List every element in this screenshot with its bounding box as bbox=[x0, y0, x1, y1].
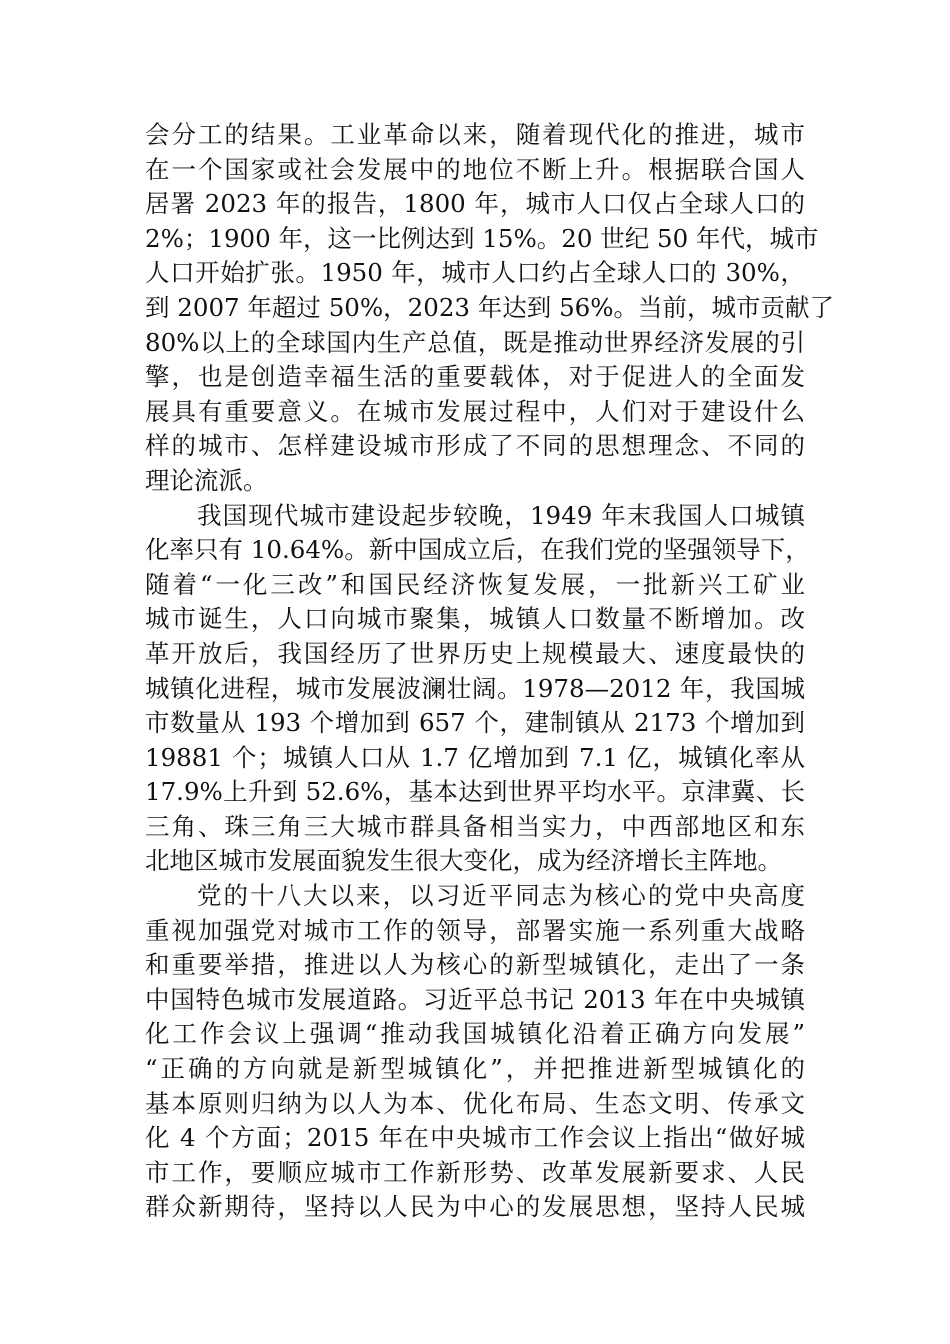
text-line: 化率只有 10.64%。新中国成立后，在我们党的坚强领导下， bbox=[145, 535, 810, 565]
text-line: 化工作会议上强调“推动我国城镇化沿着正确方向发展” bbox=[145, 1019, 805, 1049]
text-line: 重视加强党对城市工作的领导，部署实施一系列重大战略 bbox=[145, 915, 805, 945]
text-line: 中国特色城市发展道路。习近平总书记 2013 年在中央城镇 bbox=[145, 984, 805, 1014]
text-line: 市工作，要顺应城市工作新形势、改革发展新要求、人民 bbox=[145, 1157, 805, 1187]
text-line: 样的城市、怎样建设城市形成了不同的思想理念、不同的 bbox=[145, 431, 805, 461]
text-line: 随着“一化三改”和国民经济恢复发展，一批新兴工矿业 bbox=[145, 569, 805, 599]
text-line: 人口开始扩张。1950 年，城市人口约占全球人口的 30%， bbox=[145, 258, 805, 288]
text-line: 2%；1900 年，这一比例达到 15%。20 世纪 50 年代，城市 bbox=[145, 223, 819, 253]
text-line: 到 2007 年超过 50%，2023 年达到 56%。当前，城市贡献了 bbox=[145, 292, 835, 322]
text-line: 会分工的结果。工业革命以来，随着现代化的推进，城市 bbox=[145, 120, 805, 149]
text-line: 化 4 个方面；2015 年在中央城市工作会议上指出“做好城 bbox=[145, 1123, 805, 1153]
text-line: 党的十八大以来，以习近平同志为核心的党中央高度 bbox=[197, 881, 805, 911]
text-line: 擎，也是创造幸福生活的重要载体，对于促进人的全面发 bbox=[145, 362, 805, 392]
text-line: 北地区城市发展面貌发生很大变化，成为经济增长主阵地。 bbox=[145, 846, 782, 876]
text-line: 展具有重要意义。在城市发展过程中，人们对于建设什么 bbox=[145, 396, 805, 426]
text-line: 城市诞生，人口向城市聚集，城镇人口数量不断增加。改 bbox=[145, 604, 805, 634]
paragraph-2 bbox=[145, 499, 810, 880]
text-line: “正确的方向就是新型城镇化”，并把推进新型城镇化的 bbox=[145, 1054, 805, 1084]
text-line: 19881 个；城镇人口从 1.7 亿增加到 7.1 亿，城镇化率从 bbox=[145, 742, 805, 772]
text-line: 基本原则归纳为以人为本、优化布局、生态文明、传承文 bbox=[145, 1088, 805, 1118]
text-line: 80%以上的全球国内生产总值，既是推动世界经济发展的引 bbox=[145, 327, 805, 357]
text-line: 革开放后，我国经历了世界历史上规模最大、速度最快的 bbox=[145, 638, 805, 668]
text-line: 三角、珠三角三大城市群具备相当实力，中西部地区和东 bbox=[145, 811, 805, 841]
text-line: 17.9%上升到 52.6%，基本达到世界平均水平。京津冀、长 bbox=[145, 777, 805, 807]
text-line: 市数量从 193 个增加到 657 个，建制镇从 2173 个增加到 bbox=[145, 708, 805, 738]
text-line: 群众新期待，坚持以人民为中心的发展思想，坚持人民城 bbox=[145, 1192, 805, 1222]
text-line: 居署 2023 年的报告，1800 年，城市人口仅占全球人口的 bbox=[145, 189, 805, 219]
paragraph-3 bbox=[145, 879, 805, 1225]
text-line: 理论流派。 bbox=[145, 465, 268, 495]
paragraph-1 bbox=[145, 118, 835, 499]
body-text bbox=[145, 118, 835, 1225]
text-line: 在一个国家或社会发展中的地位不断上升。根据联合国人 bbox=[145, 154, 805, 184]
text-line: 和重要举措，推进以人为核心的新型城镇化，走出了一条 bbox=[145, 950, 805, 980]
text-line: 我国现代城市建设起步较晚，1949 年末我国人口城镇 bbox=[197, 500, 805, 530]
text-line: 城镇化进程，城市发展波澜壮阔。1978—2012 年，我国城 bbox=[145, 673, 805, 703]
